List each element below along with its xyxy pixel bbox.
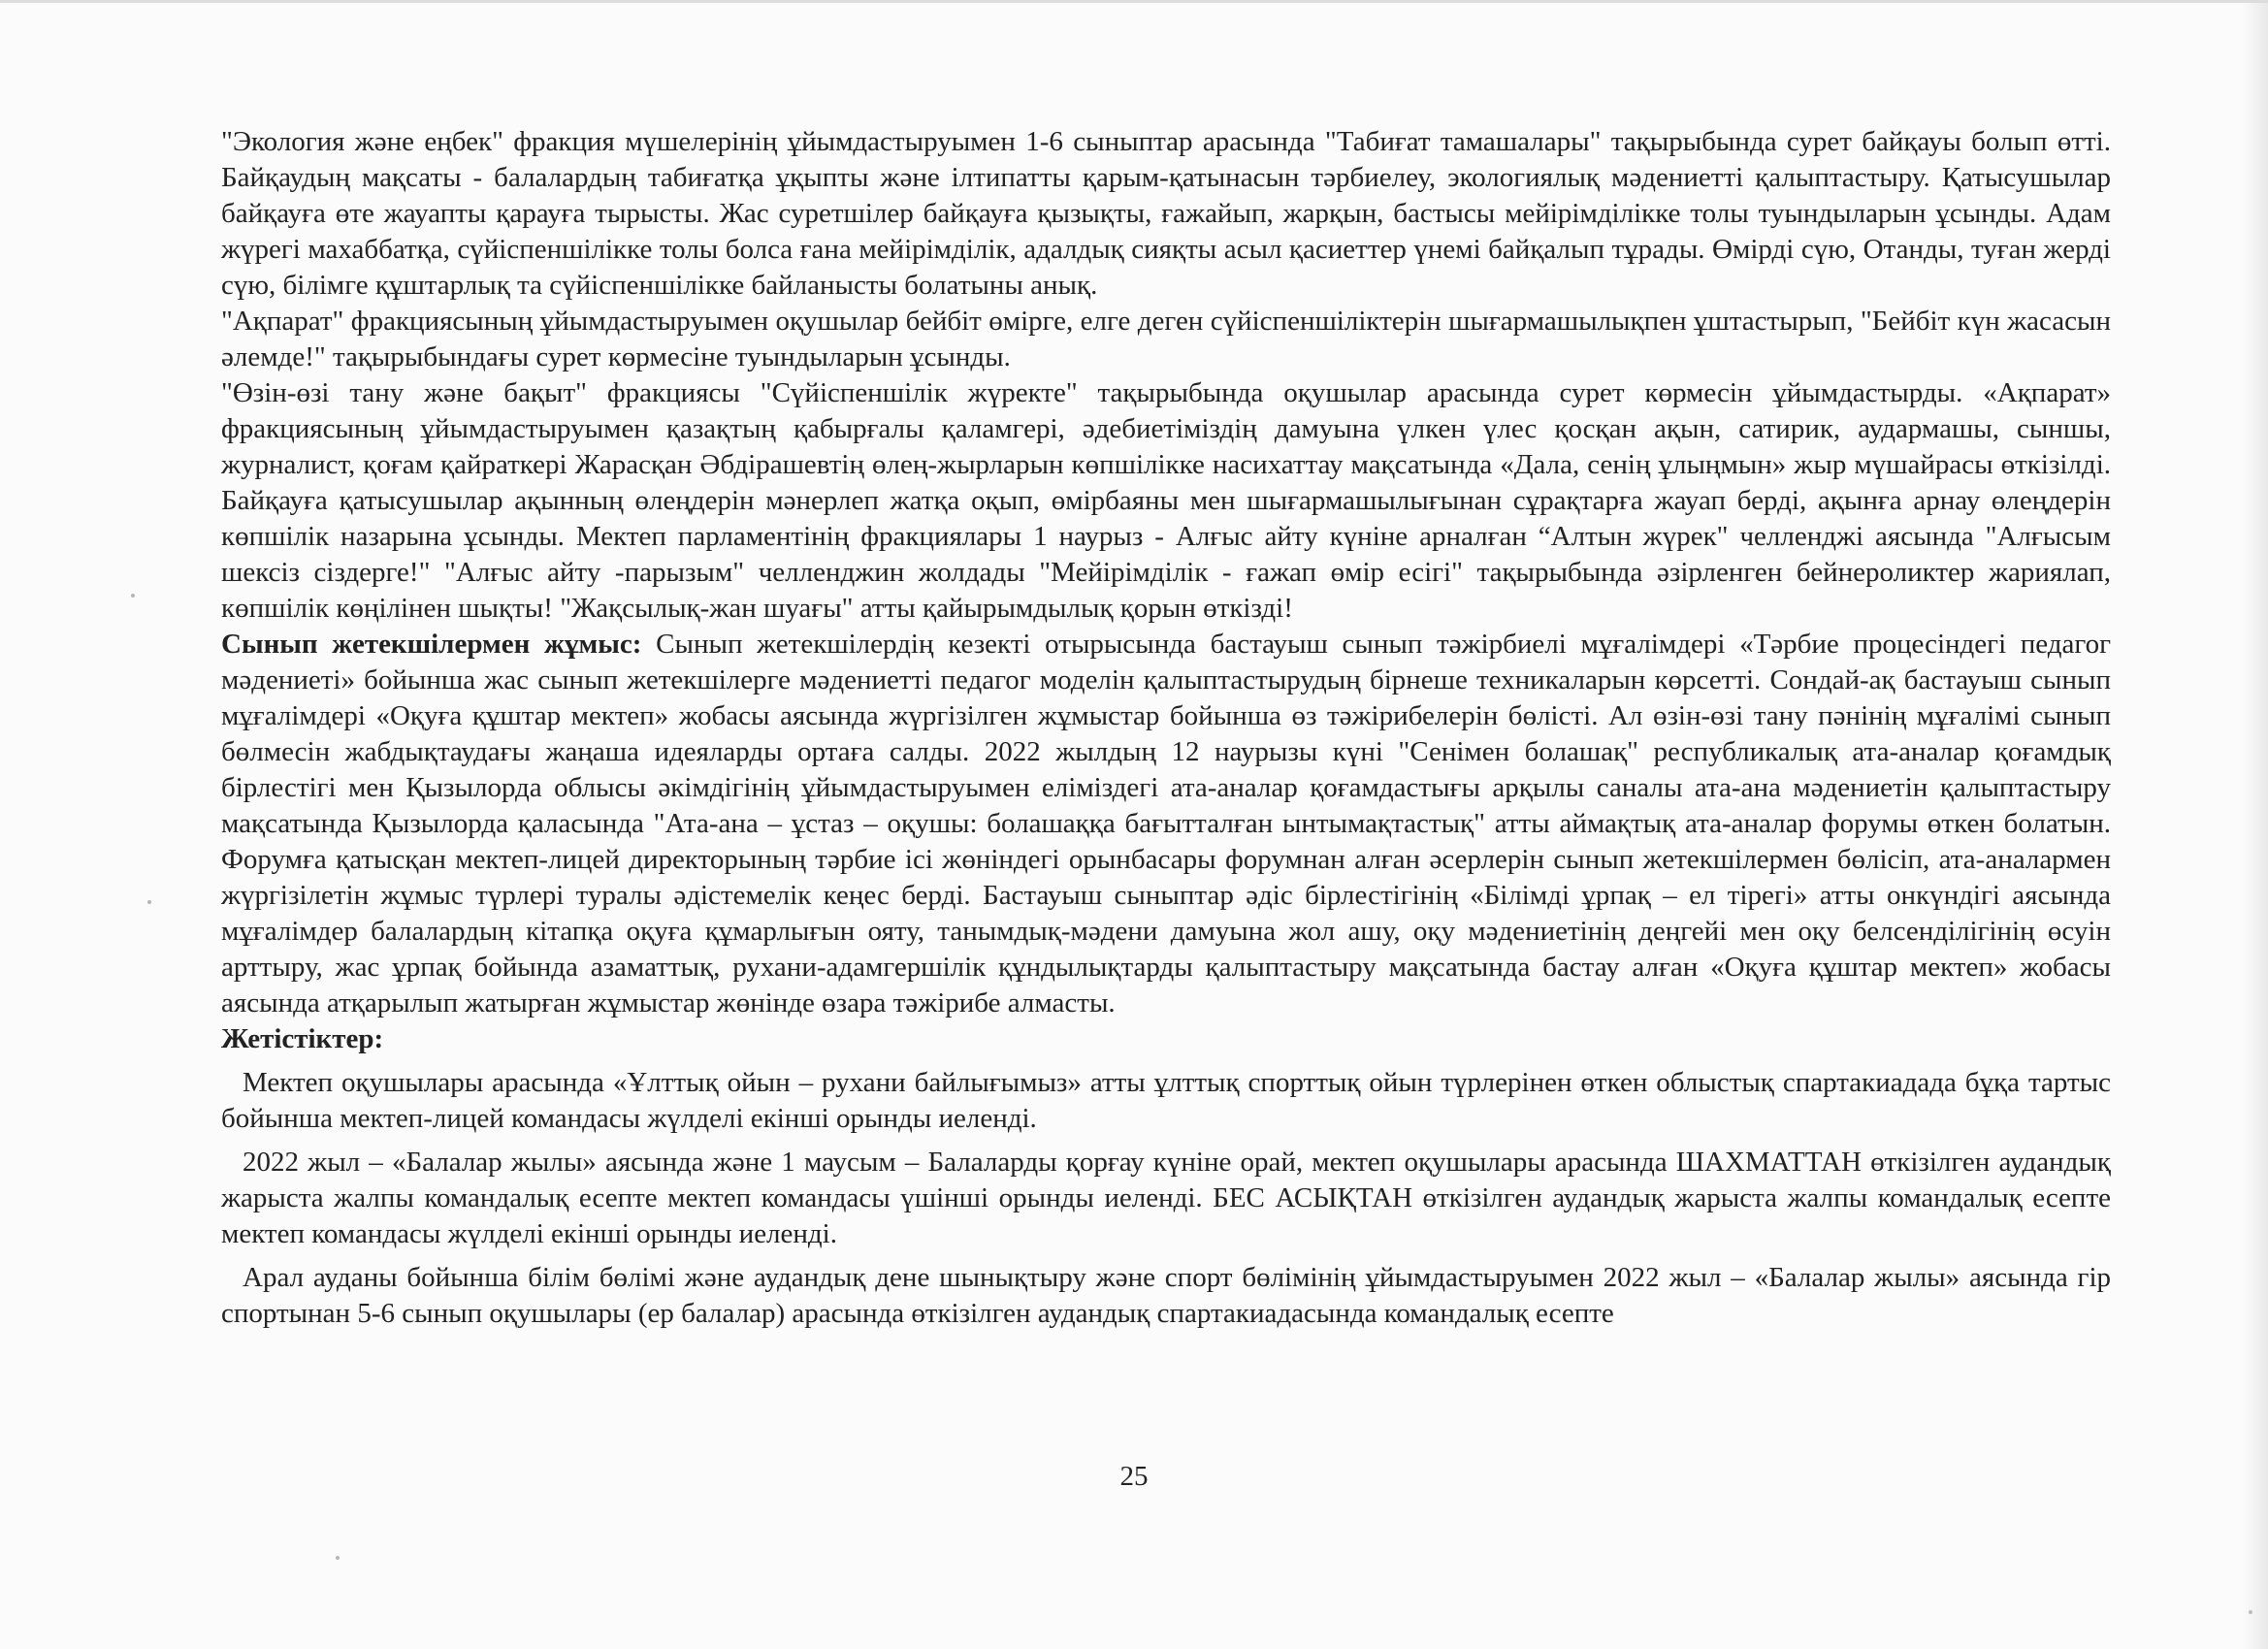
achievement-item: Мектеп оқушылары арасында «Ұлттық ойын – рухани байлығымыз» атты ұлттық спорттық ойын түрлерінен өткен облыстық спартакиадада бұқа тартыс бойынша мектеп-лицей командасы жүлделі екінші орынды иеленді. <box>221 1067 2111 1134</box>
scan-top-edge <box>0 0 2268 3</box>
achievement-item: Арал ауданы бойынша білім бөлімі және аудандық дене шынықтыру және спорт бөлімінің ұйымдастыруымен 2022 жыл – «Балалар жылы» аясында гір спортынан 5-6 сынып оқушылары (ер балалар) арасында өткізілген аудандық спартакиадасында командалық есепте <box>221 1262 2111 1329</box>
page-number: 25 <box>1119 1461 1149 1492</box>
class-teachers-heading: Сынып жетекшілермен жұмыс: <box>221 629 642 660</box>
achievement-item: 2022 жыл – «Балалар жылы» аясында және 1 маусым – Балаларды қорғау күніне орай, мектеп оқушылары арасында ШАХМАТТАН өткізілген аудандық жарыста жалпы командалық есепте мектеп командасы үшінші орынды иеленді. БЕС АСЫҚТАН өткізілген аудандық жарыста жалпы командалық есепте мектеп командасы жүлделі екінші орынды иеленді. <box>221 1147 2111 1249</box>
class-teachers-text: Сынып жетекшілердің кезекті отырысында бастауыш сынып тәжірбиелі мұғалімдері «Тәрбие процесіндегі педагог мәдениеті» бойынша жас сынып жетекшілерге мәдениетті педагог моделін қалыптастырудың бірнеше техникаларын көрсетті. Сондай-ақ бастауыш сынып мұғалімдері «Оқуға құштар мектеп» жобасы аясында жүргізілген жұмыстар бойынша өз тәжірибелерін бөлісті. Ал өзін-өзі тану пәнінің мұғалімі сынып бөлмесін жабдықтаудағы жаңаша идеяларды ортаға салды. 2022 жылдың 12 наурызы күні "Сенімен болашақ" республикалық ата-аналар қоғамдық бірлестігі мен Қызылорда облысы әкімдігінің ұйымдастыруымен еліміздегі ата-аналар қоғамдастығы арқылы саналы ата-ана мәдениетін қалыптастыру мақсатында Қызылорда қаласында "Ата-ана – ұстаз – оқушы: болашаққа бағытталған ынтымақтастық" атты аймақтық ата-аналар форумы өткен болатын. Форумға қатысқан мектеп-лицей директорының тәрбие ісі жөніндегі орынбасары форумнан алған әсерлерін сынып жетекшілермен бөлісіп, ата-аналармен жүргізілетін жұмыс түрлері туралы әдістемелік кеңес берді. Бастауыш сыныптар әдіс бірлестігінің «Білімді ұрпақ – ел тірегі» атты онкүндігі аясында мұғалімдер балалардың кітапқа оқуға құмарлығын ояту, танымдық-мәдени дамуына жол ашу, оқу мәдениетінің деңгейі мен оқу белсенділігінің өсуін арттыру, жас ұрпақ бойында азаматтық, рухани-адамгершілік құндылықтарды қалыптастыру мақсатында бастау алған «Оқуға құштар мектеп» жобасы аясында атқарылып жатырған жұмыстар жөнінде өзара тәжірибе алмасты. <box>221 629 2111 1018</box>
paragraph-self-knowledge-faction: "Өзін-өзі тану және бақыт" фракциясы "Сүйіспеншілік жүректе" тақырыбында оқушылар арасында сурет көрмесін ұйымдастырды. «Ақпарат» фракциясының ұйымдастыруымен қазақтың қабырғалы қаламгері, әдебиетіміздің дамуына үлкен үлес қосқан ақын, сатирик, аудармашы, сыншы, журналист, қоғам қайраткері Жарасқан Әбдірашевтің өлең-жырларын көпшілікке насихаттау мақсатында «Дала, сенің ұлыңмын» жыр мүшайрасы өткізілді. Байқауға қатысушылар ақынның өлеңдерін мәнерлеп жатқа оқып, өмірбаяны мен шығармашылығынан сұрақтарға жауап берді, ақынға арнау өлеңдерін көпшілік назарына ұсынды. Мектеп парламентінің фракциялары 1 наурыз - Алғыс айту күніне арналған “Алтын жүрек" челленджі аясында "Алғысым шексіз сіздерге!" "Алғыс айту -парызым" челленджин жолдады "Мейірімділік - ғажап өмір есігі" тақырыбында әзірленген бейнероликтер жариялап, көпшілік көңілінен шықты! "Жақсылық-жан шуағы" атты қайырымдылық қорын өткізді! <box>221 377 2111 624</box>
scan-speck <box>131 594 135 598</box>
paragraph-class-teachers <box>221 627 2111 1021</box>
achievements-heading: Жетістіктер: <box>221 1023 384 1054</box>
scan-right-edge <box>2243 0 2268 1649</box>
body-text <box>221 124 2111 1332</box>
paragraph-akparat-exhibition: "Ақпарат" фракциясының ұйымдастыруымен оқушылар бейбіт өмірге, елге деген сүйіспеншіліктерін шығармашылықпен ұштастырып, "Бейбіт күн жасасын әлемде!" тақырыбындағы сурет көрмесіне туындыларын ұсынды. <box>221 306 2111 372</box>
scan-speck <box>147 900 151 904</box>
paragraph-ecology-contest: "Экология және еңбек" фракция мүшелерінің ұйымдастыруымен 1-6 сыныптар арасында "Табиғат тамашалары" тақырыбында сурет байқауы болып өтті. Байқаудың мақсаты - балалардың табиғатқа ұқыпты және ілтипатты қарым-қатынасын тәрбиелеу, экологиялық мәдениетті қалыптастыру. Қатысушылар байқауға өте жауапты қарауға тырысты. Жас суретшілер байқауға қызықты, ғажайып, жарқын, бастысы мейірімділікке толы туындыларын ұсынды. Адам жүрегі махаббатқа, сүйіспеншілікке толы болса ғана мейірімділік, адалдық сияқты асыл қасиеттер үнемі байқалып тұрады. Өмірді сүю, Отанды, туған жерді сүю, білімге құштарлық та сүйіспеншілікке байланысты болатыны анық. <box>221 126 2111 301</box>
scan-speck <box>336 1556 340 1560</box>
